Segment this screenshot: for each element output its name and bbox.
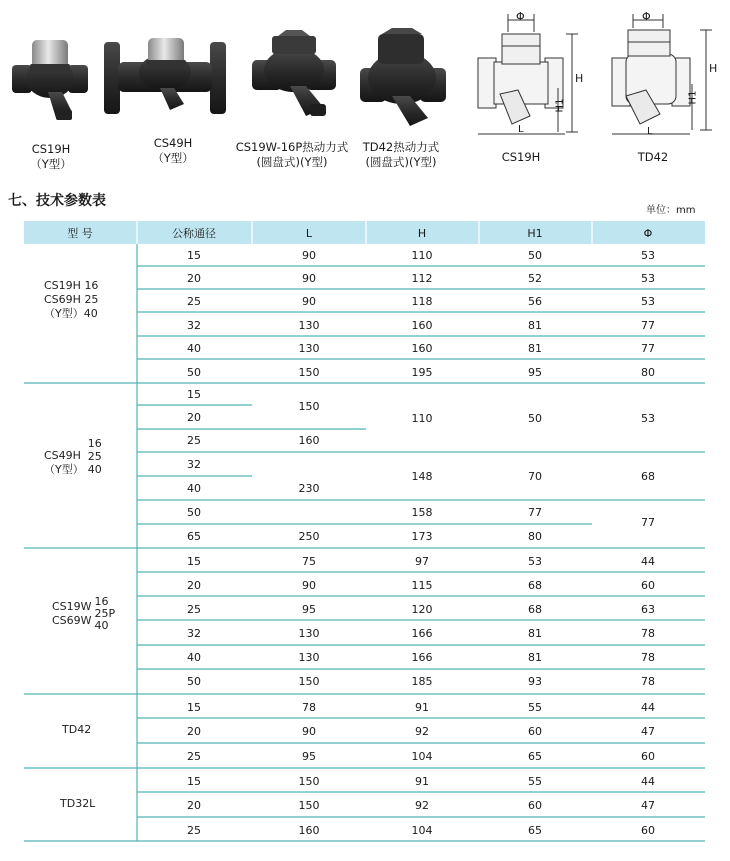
table-cell: 90 xyxy=(302,272,316,285)
table-cell: 40 xyxy=(187,482,201,495)
pressure-class: 16 xyxy=(87,437,102,450)
unit-label: 单位：mm xyxy=(646,205,696,216)
table-cell: 166 xyxy=(411,627,433,640)
table-cell: 92 xyxy=(415,725,429,738)
table-cell: 120 xyxy=(411,603,433,616)
td42-dim-h1: H1 xyxy=(687,90,699,105)
table-cell: 53 xyxy=(528,555,542,568)
table-cell: 50 xyxy=(187,366,201,379)
table-cell: 90 xyxy=(302,295,316,308)
table-cell: 118 xyxy=(411,295,433,308)
table-cell: 68 xyxy=(641,470,655,483)
table-cell: 32 xyxy=(187,627,201,640)
table-cell: 25 xyxy=(187,750,201,763)
table-cell: 110 xyxy=(411,249,433,262)
caption-line: （Y型） xyxy=(152,151,194,165)
table-cell: 60 xyxy=(641,750,655,763)
table-cell: 65 xyxy=(528,824,542,837)
table-cell: 65 xyxy=(187,530,201,543)
table-cell: 20 xyxy=(187,725,201,738)
table-cell: 32 xyxy=(187,458,201,471)
table-cells xyxy=(187,249,655,837)
table-cell: 81 xyxy=(528,319,542,332)
table-cell: 90 xyxy=(302,579,316,592)
table-cell: 77 xyxy=(641,516,655,529)
table-cell: 130 xyxy=(298,319,320,332)
pressure-class: 40 xyxy=(94,619,109,632)
table-cell: 53 xyxy=(641,295,655,308)
table-cell: 15 xyxy=(187,249,201,262)
pressure-class: 40 xyxy=(83,307,98,320)
table-cell: 20 xyxy=(187,799,201,812)
table-cell: 112 xyxy=(411,272,433,285)
model-cs19w xyxy=(52,596,115,632)
table-cell: 65 xyxy=(528,750,542,763)
table-cell: 95 xyxy=(528,366,542,379)
table-cell: 53 xyxy=(641,249,655,262)
table-header-cell: 型 号 xyxy=(67,227,93,240)
table-cell: 70 xyxy=(528,470,542,483)
table-cell: 55 xyxy=(528,775,542,788)
table-cell: 104 xyxy=(411,750,433,763)
table-header-cell: H xyxy=(417,227,427,240)
table-cell: 50 xyxy=(528,249,542,262)
caption-line: (圆盘式)(Y型) xyxy=(365,155,437,169)
cs19h-dim-h: H xyxy=(575,72,584,85)
table-cell: 160 xyxy=(411,342,433,355)
table-rules xyxy=(24,221,705,841)
table-cell: 160 xyxy=(298,434,320,447)
table-cell: 166 xyxy=(411,651,433,664)
model-type: （Y型） xyxy=(44,463,84,476)
model-td42: TD42 xyxy=(62,723,92,736)
table-cell: 52 xyxy=(528,272,542,285)
table-cell: 130 xyxy=(298,627,320,640)
table-cell: 78 xyxy=(302,701,316,714)
table-cell: 150 xyxy=(298,400,320,413)
caption-line: （Y型） xyxy=(30,157,72,171)
cs19h-drawing-caption: CS19H xyxy=(501,150,541,164)
pressure-class: 25 xyxy=(87,450,102,463)
table-cell: 53 xyxy=(641,272,655,285)
table-cell: 150 xyxy=(298,799,320,812)
table-header-cell: H1 xyxy=(527,227,543,240)
table-header-bg xyxy=(24,221,705,244)
table-cell: 195 xyxy=(411,366,433,379)
model-name: CS69W xyxy=(52,614,92,627)
cs19h-dim-phi: Φ xyxy=(516,10,525,23)
table-cell: 55 xyxy=(528,701,542,714)
model-cs49h xyxy=(44,436,102,477)
caption-line: (圆盘式)(Y型) xyxy=(256,155,328,169)
table-cell: 185 xyxy=(411,675,433,688)
td42-dim-h: H xyxy=(709,62,718,75)
table-cell: 92 xyxy=(415,799,429,812)
table-cell: 32 xyxy=(187,319,201,332)
caption-line: TD42热动力式 xyxy=(362,140,440,154)
table-cell: 80 xyxy=(641,366,655,379)
model-name: CS19H xyxy=(44,279,81,292)
table-cell: 95 xyxy=(302,603,316,616)
cs19h-dim-h1: H1 xyxy=(554,98,566,113)
table-cell: 93 xyxy=(528,675,542,688)
cs19h-dim-l: L xyxy=(518,124,524,135)
table-cell: 160 xyxy=(298,824,320,837)
model-name: CS49H xyxy=(44,449,81,462)
table-cell: 25 xyxy=(187,434,201,447)
table-cell: 53 xyxy=(641,412,655,425)
td42-dim-phi: Φ xyxy=(642,10,651,23)
table-cell: 60 xyxy=(641,824,655,837)
pressure-class: 25P xyxy=(94,607,116,620)
table-cell: 75 xyxy=(302,555,316,568)
table-cell: 20 xyxy=(187,411,201,424)
table-cell: 148 xyxy=(411,470,433,483)
table-cell: 68 xyxy=(528,579,542,592)
table-cell: 90 xyxy=(302,725,316,738)
model-cs19h xyxy=(44,279,98,321)
caption-line: CS49H xyxy=(153,136,193,150)
td42-drawing-caption: TD42 xyxy=(637,150,669,164)
table-cell: 81 xyxy=(528,651,542,664)
pressure-class: 25 xyxy=(84,293,99,306)
model-name: CS69H xyxy=(44,293,81,306)
table-cell: 60 xyxy=(641,579,655,592)
table-cell: 60 xyxy=(528,799,542,812)
table-cell: 95 xyxy=(302,750,316,763)
table-cell: 68 xyxy=(528,603,542,616)
table-cell: 130 xyxy=(298,342,320,355)
caption-line: CS19W-16P热动力式 xyxy=(235,140,349,154)
td42-dim-l: L xyxy=(647,126,653,137)
table-cell: 91 xyxy=(415,701,429,714)
pressure-class: 40 xyxy=(87,463,102,476)
table-cell: 15 xyxy=(187,555,201,568)
table-cell: 77 xyxy=(641,319,655,332)
section-title: 七、技术参数表 xyxy=(8,193,106,209)
pressure-class: 16 xyxy=(84,279,99,292)
table-cell: 44 xyxy=(641,775,655,788)
table-cell: 25 xyxy=(187,824,201,837)
table-cell: 77 xyxy=(641,342,655,355)
table-cell: 173 xyxy=(411,530,433,543)
table-cell: 230 xyxy=(298,482,320,495)
table-cell: 44 xyxy=(641,555,655,568)
table-cell: 20 xyxy=(187,272,201,285)
table-cell: 40 xyxy=(187,342,201,355)
caption-line: CS19H xyxy=(31,142,71,156)
pressure-class: 16 xyxy=(94,595,109,608)
table-cell: 50 xyxy=(187,506,201,519)
table-cell: 150 xyxy=(298,366,320,379)
table-cell: 115 xyxy=(411,579,433,592)
table-cell: 81 xyxy=(528,342,542,355)
table-cell: 56 xyxy=(528,295,542,308)
table-cell: 104 xyxy=(411,824,433,837)
table-cell: 78 xyxy=(641,627,655,640)
table-cell: 150 xyxy=(298,675,320,688)
table-header-cell: L xyxy=(305,227,313,240)
table-cell: 158 xyxy=(411,506,433,519)
table-cell: 15 xyxy=(187,388,201,401)
table-header-cell: 公称通径 xyxy=(172,227,216,240)
table-cell: 15 xyxy=(187,775,201,788)
model-name: CS19W xyxy=(52,600,92,613)
table-cell: 110 xyxy=(411,412,433,425)
table-cell: 25 xyxy=(187,295,201,308)
table-cell: 15 xyxy=(187,701,201,714)
table-cell: 130 xyxy=(298,651,320,664)
table-cell: 250 xyxy=(298,530,320,543)
table-cell: 25 xyxy=(187,603,201,616)
table-cell: 91 xyxy=(415,775,429,788)
table-cell: 47 xyxy=(641,799,655,812)
table-cell: 81 xyxy=(528,627,542,640)
table-cell: 77 xyxy=(528,506,542,519)
table-cell: 50 xyxy=(528,412,542,425)
table-cell: 80 xyxy=(528,530,542,543)
table-cell: 160 xyxy=(411,319,433,332)
table-cell: 150 xyxy=(298,775,320,788)
table-cell: 44 xyxy=(641,701,655,714)
model-td32l: TD32L xyxy=(60,797,96,810)
table-cell: 40 xyxy=(187,651,201,664)
model-type: （Y型） xyxy=(44,307,84,320)
table-cell: 60 xyxy=(528,725,542,738)
table-cell: 20 xyxy=(187,579,201,592)
table-header-cell: Φ xyxy=(643,227,653,240)
table-cell: 78 xyxy=(641,675,655,688)
table-cell: 97 xyxy=(415,555,429,568)
table-cell: 47 xyxy=(641,725,655,738)
table-cell: 90 xyxy=(302,249,316,262)
table-cell: 50 xyxy=(187,675,201,688)
table-cell: 63 xyxy=(641,603,655,616)
table-cell: 78 xyxy=(641,651,655,664)
